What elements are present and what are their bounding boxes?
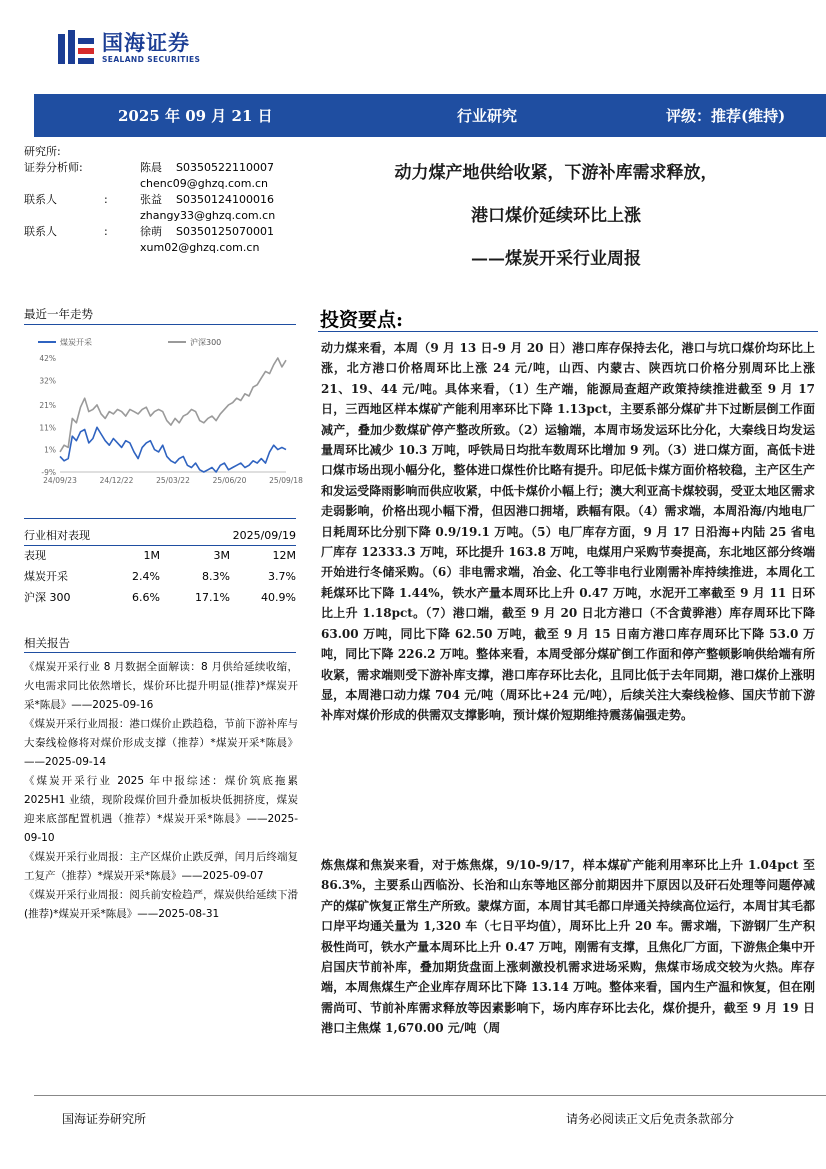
trend-chart xyxy=(24,332,303,492)
y-tick-label: 1% xyxy=(44,445,56,455)
performance-divider-top xyxy=(24,518,296,519)
cell-1m: 6.6% xyxy=(132,591,160,604)
y-tick-label: 21% xyxy=(39,400,56,410)
row-name: 沪深 300 xyxy=(24,591,71,604)
performance-title: 行业相对表现 xyxy=(24,529,90,542)
contact-name: 张益 xyxy=(140,193,162,206)
analyst-code: S0350522110007 xyxy=(176,161,274,174)
related-divider xyxy=(24,652,296,653)
x-tick-label: 25/06/20 xyxy=(212,476,247,485)
related-report-link[interactable]: 《煤炭开采行业 8 月数据全面解读：8 月供给延续收缩，火电需求同比依然增长，煤价环比提升明显(推荐)*煤炭开采*陈晨》——2025-09-16 xyxy=(24,661,298,711)
performance-header-divider xyxy=(24,545,296,546)
contact-email[interactable]: zhangy33@ghzq.com.cn xyxy=(140,209,276,222)
brand-name-en: SEALAND SECURITIES xyxy=(102,55,201,64)
report-rating: 评级：推荐(维持) xyxy=(666,107,786,125)
col-header: 表现 xyxy=(24,549,46,562)
table-header-row xyxy=(24,545,296,566)
institute-label: 研究所: xyxy=(24,145,61,158)
col-header: 3M xyxy=(213,549,230,562)
report-date: 2025 年 09 月 21 日 xyxy=(118,107,273,125)
y-tick-label: -9% xyxy=(41,468,56,477)
x-tick-label: 25/03/22 xyxy=(156,476,190,485)
coking-coal-paragraph: 炼焦煤和焦炭来看，对于炼焦煤，9/10-9/17，样本煤矿产能利用率环比上升 1.04pct 至 86.3%，主要系山西临汾、长治和山东等地区部分前期因井下原因以及矸石处理等问题停减产的煤矿恢复正常生产所致。蒙煤方面，本周甘其毛都口岸通关持续高位运行，本周甘其毛都口岸平均通关量为 1,320 车（七日平均值），周环比上升 20 车。需求端，下游钢厂生产积极性尚可，铁水产量本周环比上升 0.47 万吨，刚需有支撑，且焦化厂方面，下游焦企集中开启国庆节前补库，叠加期货盘面上涨刺激投机需求进场采购，焦煤市场成交较为火热。库存端，本周焦煤生产企业库存周环比下降 13.14 万吨。整体来看，国内生产温和恢复，但在刚需尚可、节前补库需求释放等因素影响下，场内库存环比去化，煤价提升，截至 9 月 19 日港口主焦煤 1,670.00 元/吨（周 xyxy=(321,858,815,1036)
analyst-name: 陈晨 xyxy=(140,161,162,174)
x-tick-label: 24/09/23 xyxy=(43,476,77,485)
x-tick-label: 25/09/18 xyxy=(269,476,303,485)
cell-3m: 8.3% xyxy=(202,570,230,583)
title-line-3: ——煤炭开采行业周报 xyxy=(471,249,641,269)
cell-12m: 3.7% xyxy=(268,570,296,583)
brand-name-cn: 国海证券 xyxy=(102,31,190,55)
footer-divider xyxy=(34,1095,826,1096)
contact-code: S0350125070001 xyxy=(176,225,274,238)
analyst-block xyxy=(24,144,294,256)
performance-date: 2025/09/19 xyxy=(232,529,296,542)
analyst-role: 证券分析师: xyxy=(24,161,83,174)
y-tick-label: 11% xyxy=(39,423,56,433)
contact-role: 联系人 xyxy=(24,193,57,206)
footer-disclaimer: 请务必阅读正文后免责条款部分 xyxy=(566,1112,735,1126)
related-report-link[interactable]: 《煤炭开采行业周报：阅兵前安检趋严，煤炭供给延续下滑(推荐)*煤炭开采*陈晨》——2025-08-31 xyxy=(24,889,298,920)
related-report-link[interactable]: 《煤炭开采行业周报：主产区煤价止跌反弹，闰月后终端复工复产（推荐）*煤炭开采*陈晨》——2025-09-07 xyxy=(24,851,298,882)
footer-institute: 国海证券研究所 xyxy=(62,1112,147,1126)
investment-points-title: 投资要点: xyxy=(320,309,404,331)
legend-label: 沪深300 xyxy=(190,338,222,347)
related-reports-list xyxy=(24,658,298,924)
contact-name: 徐萌 xyxy=(140,225,162,238)
title-line-2: 港口煤价延续环比上涨 xyxy=(471,206,641,226)
col-header: 12M xyxy=(272,549,296,562)
x-tick-label: 24/12/22 xyxy=(99,476,134,485)
header-band xyxy=(34,94,826,137)
legend-label: 煤炭开采 xyxy=(60,338,92,347)
trend-divider xyxy=(24,324,296,325)
investment-points-divider xyxy=(318,331,818,332)
trend-chart-svg xyxy=(24,332,303,492)
contact-colon: : xyxy=(104,225,108,238)
report-type: 行业研究 xyxy=(457,107,518,125)
sealand-logo-icon xyxy=(56,28,96,68)
cell-3m: 17.1% xyxy=(195,591,230,604)
cell-1m: 2.4% xyxy=(132,570,160,583)
contact-code: S0350124100016 xyxy=(176,193,274,206)
title-line-1: 动力煤产地供给收紧，下游补库需求释放， xyxy=(394,163,718,183)
cell-12m: 40.9% xyxy=(261,591,296,604)
related-section-title: 相关报告 xyxy=(24,636,70,650)
trend-section-title: 最近一年走势 xyxy=(24,307,93,321)
col-header: 1M xyxy=(143,549,160,562)
performance-table xyxy=(24,527,296,608)
brand-logo xyxy=(56,28,200,68)
related-report-link[interactable]: 《煤炭开采行业 2025 年中报综述：煤价筑底拖累 2025H1 业绩，现阶段煤价回升叠加板块低拥挤度，煤炭迎来底部配置机遇（推荐）*煤炭开采*陈晨》——2025-09-10 xyxy=(24,775,298,844)
related-report-link[interactable]: 《煤炭开采行业周报：港口煤价止跌趋稳，节前下游补库与大秦线检修将对煤价形成支撑（推荐）*煤炭开采*陈晨》——2025-09-14 xyxy=(24,718,298,768)
thermal-coal-paragraph: 动力煤来看，本周（9 月 13 日-9 月 20 日）港口库存保持去化，港口与坑口煤价均环比上涨，北方港口价格周环比上涨 24 元/吨，山西、内蒙古、陕西坑口价格分别周环比上涨 21、19、44 元/吨。具体来看，（1）生产端，能源局查超产政策持续推进截至 9 月 17 日，三西地区样本煤矿产能利用率环比下降 1.13pct，主要系部分煤矿井下过断层倒工作面减产，叠加少数煤矿停产整改所致。（2）运输端，本周市场发运环比分化，大秦线日均发运量周环比减少 10.3 万吨，呼铁局日均批车数周环比增加 9 列。（3）进口煤方面，高低卡进口煤市场出现小幅分化，整体进口煤性价比略有提升。印尼低卡煤方面价格较稳，主产区生产和发运受降雨影响而供应收紧，中低卡煤价小幅上行；澳大利亚高卡煤较弱，受亚太地区需求走弱影响，价格出现小幅下滑，但因港口拥堵，跌幅有限。（4）需求端，本周沿海/内地电厂日耗周环比分别下降 0.9/19.1 万吨。（5）电厂库存方面，9 月 17 日沿海+内陆 25 省电厂库存 12333.3 万吨，环比提升 163.8 万吨，电煤用户采购节奏提高，东北地区部分终端开始进行冬储采购。（6）非电需求端，冶金、化工等非电行业刚需补库持续推进，本周化工耗煤环比下降 1.44%，铁水产量本周环比上升 0.47 万吨，水泥开工率截至 9 月 11 日环比上升 1.18pct。（7）港口端，截至 9 月 20 日北方港口（不含黄骅港）库存周环比下降 63.00 万吨，同比下降 62.50 万吨，截至 9 月 15 日南方港口库存周环比下降 53.0 万吨，同比下降 226.2 万吨。整体来看，本周受部分煤矿倒工作面和停产整顿影响供给端有所收紧，需求端则受下游补库支撑，港口库存环比去化，且同比低于去年同期，港口煤价上涨明显，本周港口动力煤 704 元/吨（周环比+24 元/吨），后续关注大秦线检修、国庆节前下游补库对煤价形成的供需双支撑影响，预计煤价短期维持震荡偏强走势。 xyxy=(321,341,815,723)
table-row xyxy=(24,566,296,587)
y-tick-label: 32% xyxy=(39,376,56,386)
row-name: 煤炭开采 xyxy=(24,570,68,583)
table-row xyxy=(24,587,296,608)
y-tick-label: 42% xyxy=(39,354,56,363)
contact-colon: : xyxy=(104,193,108,206)
series-line xyxy=(60,427,286,472)
analyst-email[interactable]: chenc09@ghzq.com.cn xyxy=(140,177,269,190)
contact-email[interactable]: xum02@ghzq.com.cn xyxy=(140,241,260,254)
contact-role: 联系人 xyxy=(24,225,57,238)
